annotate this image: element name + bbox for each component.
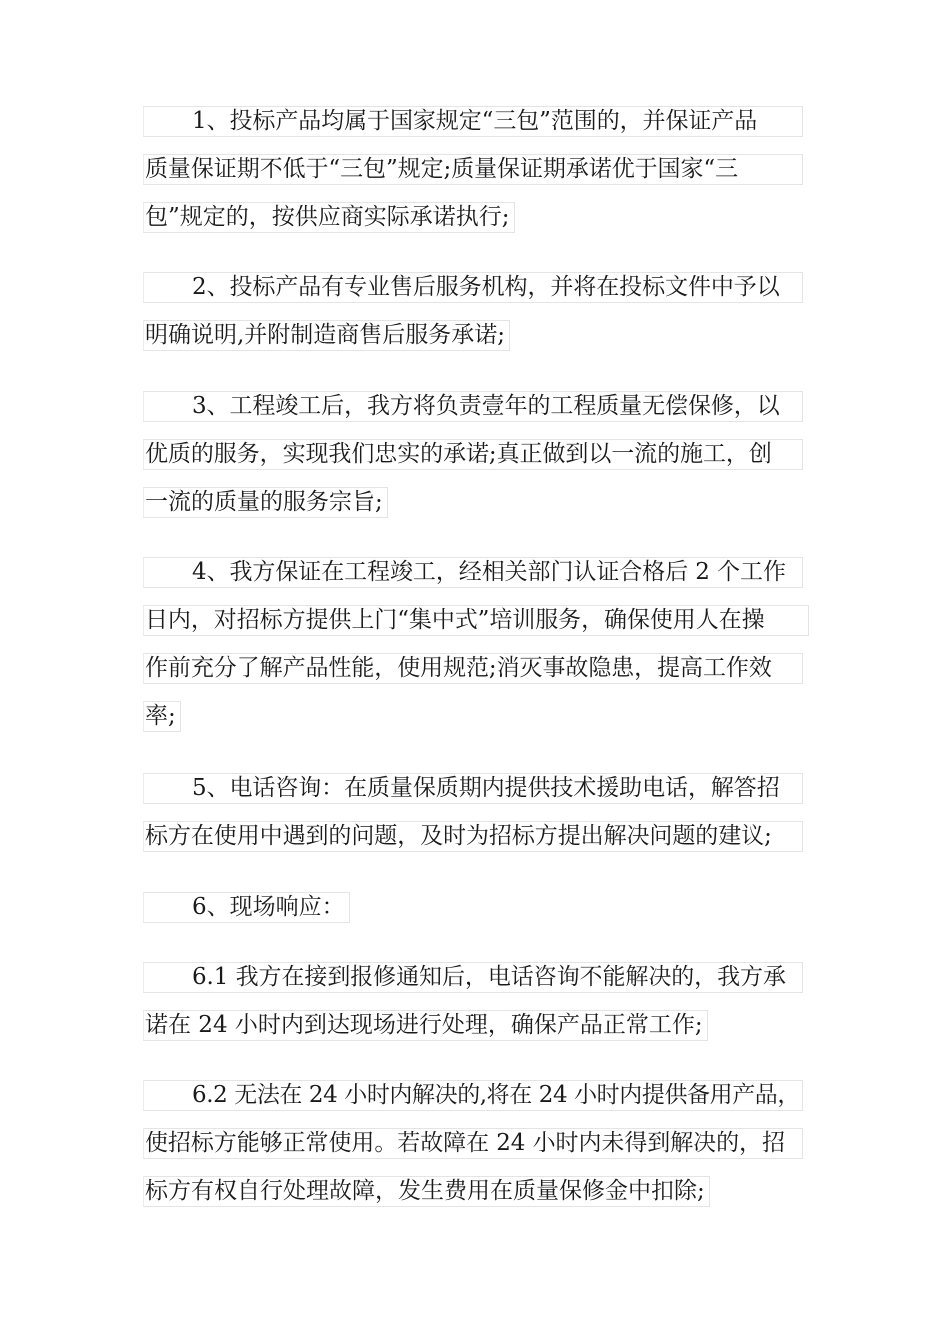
paragraph-line: 2、投标产品有专业售后服务机构，并将在投标文件中予以 xyxy=(143,272,803,303)
paragraph-line: 率; xyxy=(143,701,181,732)
paragraph-line: 4、我方保证在工程竣工，经相关部门认证合格后 2 个工作 xyxy=(143,557,803,588)
paragraph-line: 质量保证期不低于“三包”规定;质量保证期承诺优于国家“三 xyxy=(143,154,803,185)
paragraph-3 xyxy=(143,391,803,535)
paragraph-line: 6.1 我方在接到报修通知后，电话咨询不能解决的，我方承 xyxy=(143,962,803,993)
paragraph-line: 包”规定的，按供应商实际承诺执行; xyxy=(143,202,515,233)
paragraph-line: 1、投标产品均属于国家规定“三包”范围的，并保证产品 xyxy=(143,106,803,137)
paragraph-line: 6.2 无法在 24 小时内解决的,将在 24 小时内提供备用产品， xyxy=(143,1080,803,1111)
paragraph-line: 明确说明,并附制造商售后服务承诺; xyxy=(143,320,510,351)
paragraph-line: 日内，对招标方提供上门“集中式”培训服务，确保使用人在操 xyxy=(143,605,809,636)
paragraph-5 xyxy=(143,773,803,869)
paragraph-line: 一流的质量的服务宗旨; xyxy=(143,487,388,518)
paragraph-line: 标方在使用中遇到的问题，及时为招标方提出解决问题的建议; xyxy=(143,821,803,852)
paragraph-4 xyxy=(143,557,809,749)
paragraph-line: 优质的服务，实现我们忠实的承诺;真正做到以一流的施工，创 xyxy=(143,439,803,470)
paragraph-2 xyxy=(143,272,803,368)
paragraph-line: 3、工程竣工后，我方将负责壹年的工程质量无偿保修，以 xyxy=(143,391,803,422)
paragraph-line: 6、现场响应： xyxy=(143,892,350,923)
paragraph-line: 标方有权自行处理故障，发生费用在质量保修金中扣除; xyxy=(143,1176,710,1207)
paragraph-line: 使招标方能够正常使用。若故障在 24 小时内未得到解决的，招 xyxy=(143,1128,803,1159)
paragraph-1 xyxy=(143,106,803,250)
paragraph-6-1 xyxy=(143,962,803,1058)
paragraph-line: 诺在 24 小时内到达现场进行处理，确保产品正常工作; xyxy=(143,1010,708,1041)
paragraph-line: 5、电话咨询：在质量保质期内提供技术援助电话，解答招 xyxy=(143,773,803,804)
paragraph-line: 作前充分了解产品性能，使用规范;消灭事故隐患，提高工作效 xyxy=(143,653,803,684)
paragraph-6 xyxy=(143,892,350,940)
paragraph-6-2 xyxy=(143,1080,803,1224)
